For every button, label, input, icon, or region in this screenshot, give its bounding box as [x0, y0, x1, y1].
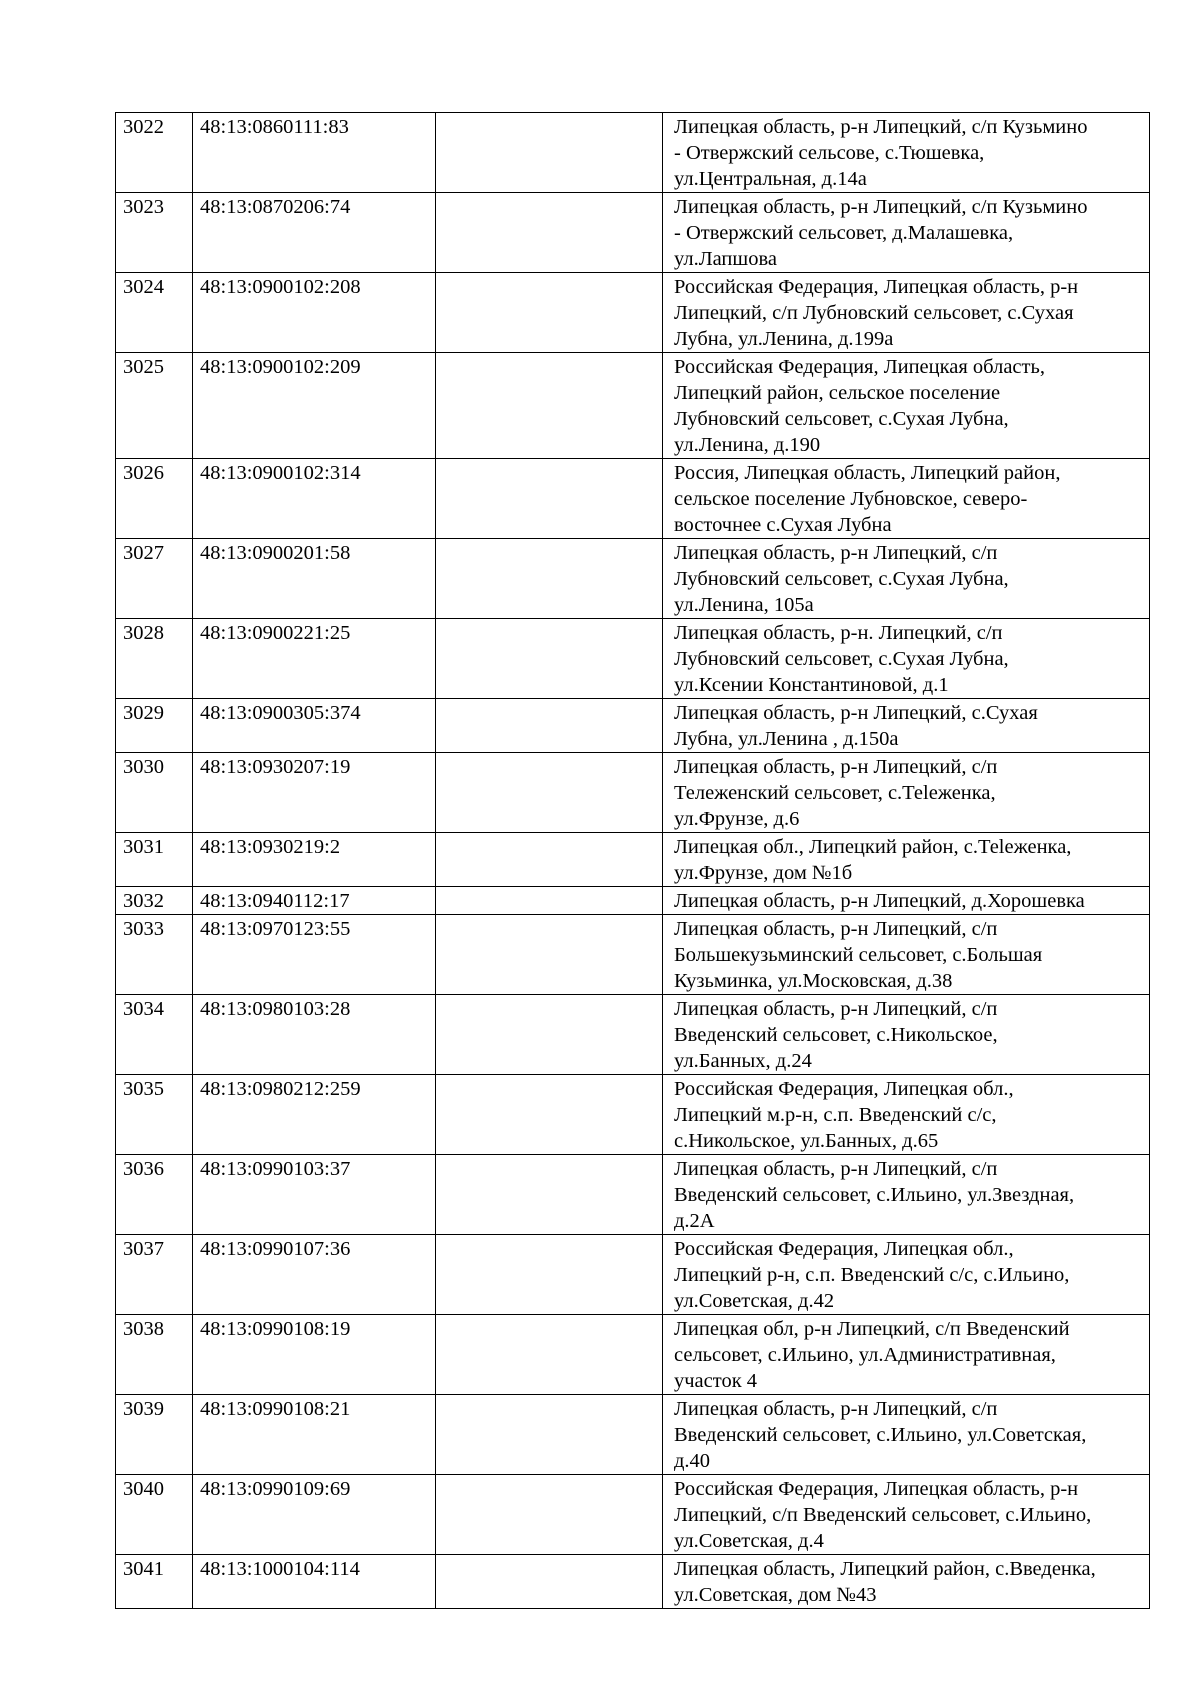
empty-cell [436, 193, 663, 273]
address-cell: Российская Федерация, Липецкая обл., Липецкий р-н, с.п. Введенский с/с, с.Ильино, ул.Советская, д.42 [663, 1235, 1150, 1315]
cadastral-number-cell: 48:13:1000104:114 [193, 1555, 436, 1609]
empty-cell [436, 887, 663, 915]
row-number-cell: 3040 [116, 1475, 193, 1555]
empty-cell [436, 833, 663, 887]
row-number-cell: 3026 [116, 459, 193, 539]
table-row [116, 1155, 1150, 1235]
empty-cell [436, 995, 663, 1075]
table-row [116, 1315, 1150, 1395]
cadastral-number-cell: 48:13:0990103:37 [193, 1155, 436, 1235]
address-cell: Липецкая область, р-н Липецкий, с/п Лубновский сельсовет, с.Сухая Лубна, ул.Ленина, 105а [663, 539, 1150, 619]
address-cell: Российская Федерация, Липецкая область, р-н Липецкий, с/п Лубновский сельсовет, с.Сухая Лубна, ул.Ленина, д.199а [663, 273, 1150, 353]
table-row [116, 995, 1150, 1075]
table-row [116, 833, 1150, 887]
cadastral-number-cell: 48:13:0900102:314 [193, 459, 436, 539]
table-row [116, 113, 1150, 193]
row-number-cell: 3039 [116, 1395, 193, 1475]
empty-cell [436, 459, 663, 539]
row-number-cell: 3022 [116, 113, 193, 193]
empty-cell [436, 915, 663, 995]
row-number-cell: 3031 [116, 833, 193, 887]
table-row [116, 1075, 1150, 1155]
empty-cell [436, 353, 663, 459]
address-cell: Липецкая область, р-н Липецкий, с/п Тележенский сельсовет, с.Теleженка, ул.Фрунзе, д.6 [663, 753, 1150, 833]
row-number-cell: 3038 [116, 1315, 193, 1395]
address-cell: Липецкая область, р-н Липецкий, с.Сухая Лубна, ул.Ленина , д.150а [663, 699, 1150, 753]
cadastral-number-cell: 48:13:0930219:2 [193, 833, 436, 887]
address-cell: Липецкая область, р-н Липецкий, с/п Введенский сельсовет, с.Ильино, ул.Звездная, д.2А [663, 1155, 1150, 1235]
address-cell: Липецкая область, р-н Липецкий, с/п Введенский сельсовет, с.Ильино, ул.Советская, д.40 [663, 1395, 1150, 1475]
row-number-cell: 3024 [116, 273, 193, 353]
empty-cell [436, 1555, 663, 1609]
empty-cell [436, 273, 663, 353]
table-row [116, 1555, 1150, 1609]
address-cell: Российская Федерация, Липецкая область, р-н Липецкий, с/п Введенский сельсовет, с.Ильино, ул.Советская, д.4 [663, 1475, 1150, 1555]
cadastral-number-cell: 48:13:0990108:19 [193, 1315, 436, 1395]
row-number-cell: 3036 [116, 1155, 193, 1235]
row-number-cell: 3025 [116, 353, 193, 459]
empty-cell [436, 1315, 663, 1395]
table-row [116, 353, 1150, 459]
row-number-cell: 3027 [116, 539, 193, 619]
cadastral-number-cell: 48:13:0900201:58 [193, 539, 436, 619]
cadastral-number-cell: 48:13:0900102:209 [193, 353, 436, 459]
address-cell: Липецкая обл, р-н Липецкий, с/п Введенский сельсовет, с.Ильино, ул.Административная, участок 4 [663, 1315, 1150, 1395]
row-number-cell: 3030 [116, 753, 193, 833]
empty-cell [436, 753, 663, 833]
address-cell: Липецкая область, р-н Липецкий, с/п Большекузьминский сельсовет, с.Большая Кузьминка, ул.Московская, д.38 [663, 915, 1150, 995]
empty-cell [436, 539, 663, 619]
empty-cell [436, 1395, 663, 1475]
cadastral-number-cell: 48:13:0900102:208 [193, 273, 436, 353]
empty-cell [436, 699, 663, 753]
table-body [116, 113, 1150, 1609]
table-row [116, 753, 1150, 833]
table-row [116, 1235, 1150, 1315]
address-cell: Россия, Липецкая область, Липецкий район, сельское поселение Лубновское, северо- восточнее с.Сухая Лубна [663, 459, 1150, 539]
address-cell: Липецкая область, р-н Липецкий, д.Хорошевка [663, 887, 1150, 915]
address-cell: Липецкая область, Липецкий район, с.Введенка, ул.Советская, дом №43 [663, 1555, 1150, 1609]
cadastral-number-cell: 48:13:0860111:83 [193, 113, 436, 193]
address-cell: Липецкая область, р-н Липецкий, с/п Кузьмино - Отвержский сельсовет, д.Малашевка, ул.Лапшова [663, 193, 1150, 273]
address-cell: Российская Федерация, Липецкая обл., Липецкий м.р-н, с.п. Введенский с/с, с.Никольское, ул.Банных, д.65 [663, 1075, 1150, 1155]
cadastral-number-cell: 48:13:0900305:374 [193, 699, 436, 753]
empty-cell [436, 1475, 663, 1555]
empty-cell [436, 1235, 663, 1315]
cadastral-number-cell: 48:13:0970123:55 [193, 915, 436, 995]
table-row [116, 1475, 1150, 1555]
table-row [116, 915, 1150, 995]
empty-cell [436, 619, 663, 699]
row-number-cell: 3029 [116, 699, 193, 753]
cadastral-number-cell: 48:13:0990107:36 [193, 1235, 436, 1315]
table-row [116, 539, 1150, 619]
cadastral-number-cell: 48:13:0990109:69 [193, 1475, 436, 1555]
row-number-cell: 3033 [116, 915, 193, 995]
address-cell: Липецкая область, р-н Липецкий, с/п Кузьмино - Отвержский сельсове, с.Тюшевка, ул.Центральная, д.14а [663, 113, 1150, 193]
row-number-cell: 3035 [116, 1075, 193, 1155]
empty-cell [436, 113, 663, 193]
empty-cell [436, 1075, 663, 1155]
cadastral-number-cell: 48:13:0980212:259 [193, 1075, 436, 1155]
row-number-cell: 3032 [116, 887, 193, 915]
cadastral-number-cell: 48:13:0930207:19 [193, 753, 436, 833]
row-number-cell: 3037 [116, 1235, 193, 1315]
table-row [116, 1395, 1150, 1475]
row-number-cell: 3028 [116, 619, 193, 699]
cadastral-number-cell: 48:13:0990108:21 [193, 1395, 436, 1475]
row-number-cell: 3023 [116, 193, 193, 273]
cadastral-number-cell: 48:13:0940112:17 [193, 887, 436, 915]
cadastral-number-cell: 48:13:0900221:25 [193, 619, 436, 699]
table-row [116, 459, 1150, 539]
table-row [116, 699, 1150, 753]
table-row [116, 273, 1150, 353]
property-table [115, 112, 1150, 1609]
table-row [116, 193, 1150, 273]
address-cell: Российская Федерация, Липецкая область, Липецкий район, сельское поселение Лубновский сельсовет, с.Сухая Лубна, ул.Ленина, д.190 [663, 353, 1150, 459]
table-row [116, 619, 1150, 699]
address-cell: Липецкая область, р-н. Липецкий, с/п Лубновский сельсовет, с.Сухая Лубна, ул.Ксении Константиновой, д.1 [663, 619, 1150, 699]
cadastral-number-cell: 48:13:0870206:74 [193, 193, 436, 273]
row-number-cell: 3041 [116, 1555, 193, 1609]
cadastral-number-cell: 48:13:0980103:28 [193, 995, 436, 1075]
address-cell: Липецкая обл., Липецкий район, с.Теleженка, ул.Фрунзе, дом №1б [663, 833, 1150, 887]
row-number-cell: 3034 [116, 995, 193, 1075]
empty-cell [436, 1155, 663, 1235]
table-row [116, 887, 1150, 915]
address-cell: Липецкая область, р-н Липецкий, с/п Введенский сельсовет, с.Никольское, ул.Банных, д.24 [663, 995, 1150, 1075]
